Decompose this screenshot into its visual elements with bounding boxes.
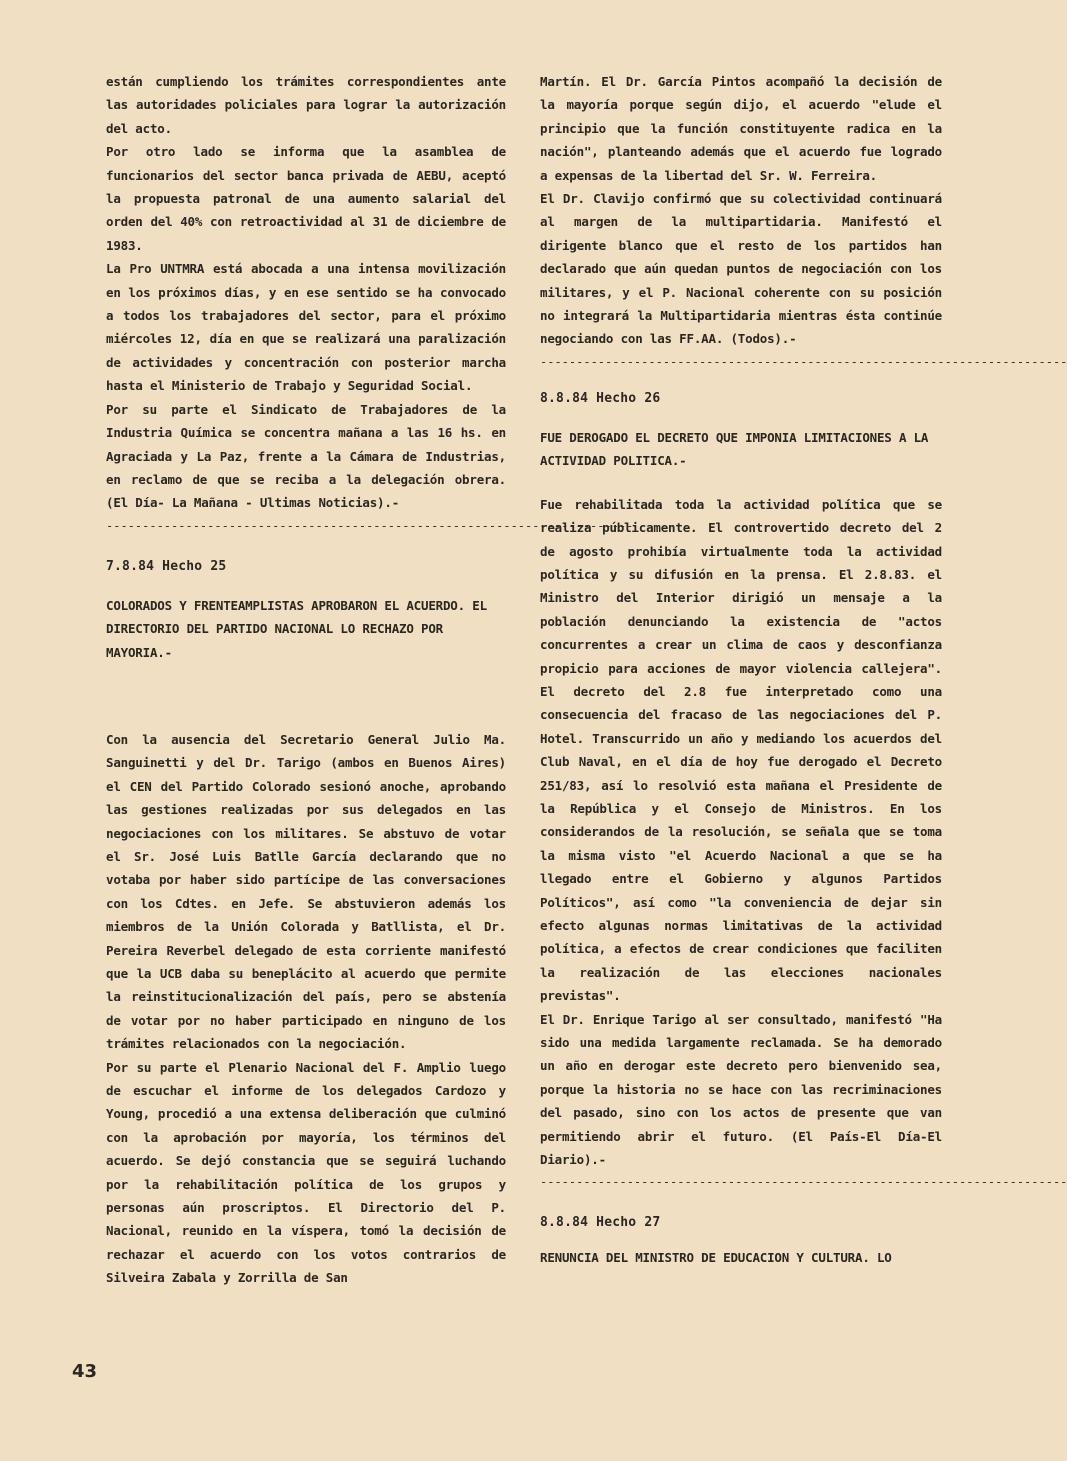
left-paragraph-1: están cumpliendo los trámites correspondientes ante las autoridades policiales para lograr la autorización del acto.	[106, 74, 506, 136]
left-paragraph-4: Por su parte el Sindicato de Trabajadores de la Industria Química se concentra mañana a las 16 hs. en Agraciada y La Paz, frente a la Cámara de Industrias, en reclamo de que se reciba a la delegación obrera. (El Día- La Mañana - Ultimas Noticias).-	[106, 401, 506, 511]
right-paragraph-1: Martín. El Dr. García Pintos acompañó la decisión de la mayoría porque según dijo, el acuerdo "elude el principio que la función constituyente radica en la nación", planteando además que el acuerdo fue logrado a expensas de la libertad del Sr. W. Ferreira.	[540, 74, 942, 183]
entry-26-dateline: 8.8.84 Hecho 26	[540, 390, 661, 406]
left-paragraph-2: Por otro lado se informa que la asamblea de funcionarios del sector banca privada de AEBU, aceptó la propuesta patronal de una aumento salarial del orden del 40% con retroactividad al 31 de diciembre de 1983.	[106, 144, 506, 253]
page-number: 43	[72, 1361, 98, 1382]
entry-27-heading: RENUNCIA DEL MINISTRO DE EDUCACION Y CULTURA. LO	[540, 1250, 892, 1266]
right-paragraph-4: El Dr. Enrique Tarigo al ser consultado, manifestó "Ha sido una medida largamente reclamada. Se ha demorado un año en derogar este decreto pero bienvenido sea, porque la historia no se hace con las recriminaciones del pasado, sino con los actos de presente que van permitiendo abrir el futuro. (El País-El Día-El Diario).-	[540, 1011, 942, 1168]
entry-27-dateline: 8.8.84 Hecho 27	[540, 1215, 661, 1231]
left-paragraph-5: Con la ausencia del Secretario General Julio Ma. Sanguinetti y del Dr. Tarigo (ambos en Buenos Aires) el CEN del Partido Colorado sesionó anoche, aprobando las gestiones realizadas por sus delegados en las negociaciones con los militares. Se abstuvo de votar el Sr. José Luis Batlle García declarando que no votaba por haber sido partícipe de las conversaciones con los Cdtes. en Jefe. Se abstuvieron además los miembros de la Unión Colorada y Batllista, el Dr. Pereira Reverbel delegado de esta corriente manifestó que la UCB daba su beneplácito al acuerdo que permite la reinstitucionalización del país, pero se abstenía de votar por no haber participado en ninguno de los trámites relacionados con la negociación.	[106, 731, 506, 1052]
right-paragraph-2: El Dr. Clavijo confirmó que su colectividad continuará al margen de la multipartidaria. Manifestó el dirigente blanco que el resto de los partidos han declarado que aún quedan puntos de negociación con los militares, y el P. Nacional coherente con su posición no integrará la Multipartidaria mientras ésta continúe negociando con las FF.AA. (Todos).-	[540, 191, 942, 347]
entry-26-heading: FUE DEROGADO EL DECRETO QUE IMPONIA LIMITACIONES A LA ACTIVIDAD POLITICA.-	[540, 429, 929, 469]
entry-25-heading: COLORADOS Y FRENTEAMPLISTAS APROBARON EL ACUERDO. EL DIRECTORIO DEL PARTIDO NACIONAL LO RECHAZO POR MAYORIA.-	[106, 597, 487, 660]
entry-25-dateline: 7.8.84 Hecho 25	[106, 558, 227, 574]
section-divider: -------------------------------------------------------------------------	[540, 354, 1067, 369]
section-divider: -------------------------------------------------------------------------	[106, 518, 634, 533]
right-column	[540, 70, 1067, 1270]
right-paragraph-3: Fue rehabilitada toda la actividad política que se realiza públicamente. El controvertido decreto del 2 de agosto prohibía virtualmente toda la actividad política y su difusión en la prensa. El 2.8.83. el Ministro del Interior dirigió un mensaje a la población denunciando la existencia de "actos concurrentes a crear un clima de caos y desconfianza propicio para acciones de mayor violencia callejera". El decreto del 2.8 fue interpretado como una consecuencia del fracaso de las negociaciones del P. Hotel. Transcurrido un año y mediando los acuerdos del Club Naval, en el día de hoy fue derogado el Decreto 251/83, así lo resolvió esta mañana el Presidente de la República y el Consejo de Ministros. En los considerandos de la resolución, se señala que se toma la misma visto "el Acuerdo Nacional a que se ha llegado entre el Gobierno y algunos Partidos Políticos", así como "la conveniencia de dejar sin efecto algunas normas limitativas de la actividad política, a efectos de crear condiciones que faciliten la realización de las elecciones nacionales previstas".	[540, 496, 942, 1004]
section-divider: -------------------------------------------------------------------------	[540, 1175, 1067, 1190]
left-paragraph-6: Por su parte el Plenario Nacional del F. Amplio luego de escuchar el informe de los delegados Cardozo y Young, procedió a una extensa deliberación que culminó con la aprobación por mayoría, los términos del acuerdo. Se dejó constancia que se seguirá luchando por la rehabilitación política de los grupos y personas aún proscriptos. El Directorio del P. Nacional, reunido en la víspera, tomó la decisión de rechazar el acuerdo con los votos contrarios de Silveira Zabala y Zorrilla de San	[106, 1059, 506, 1286]
left-paragraph-3: La Pro UNTMRA está abocada a una intensa movilización en los próximos días, y en ese sentido se ha convocado a todos los trabajadores del sector, para el próximo miércoles 12, día en que se realizará una paralización de actividades y concentración con posterior marcha hasta el Ministerio de Trabajo y Seguridad Social.	[106, 261, 506, 394]
